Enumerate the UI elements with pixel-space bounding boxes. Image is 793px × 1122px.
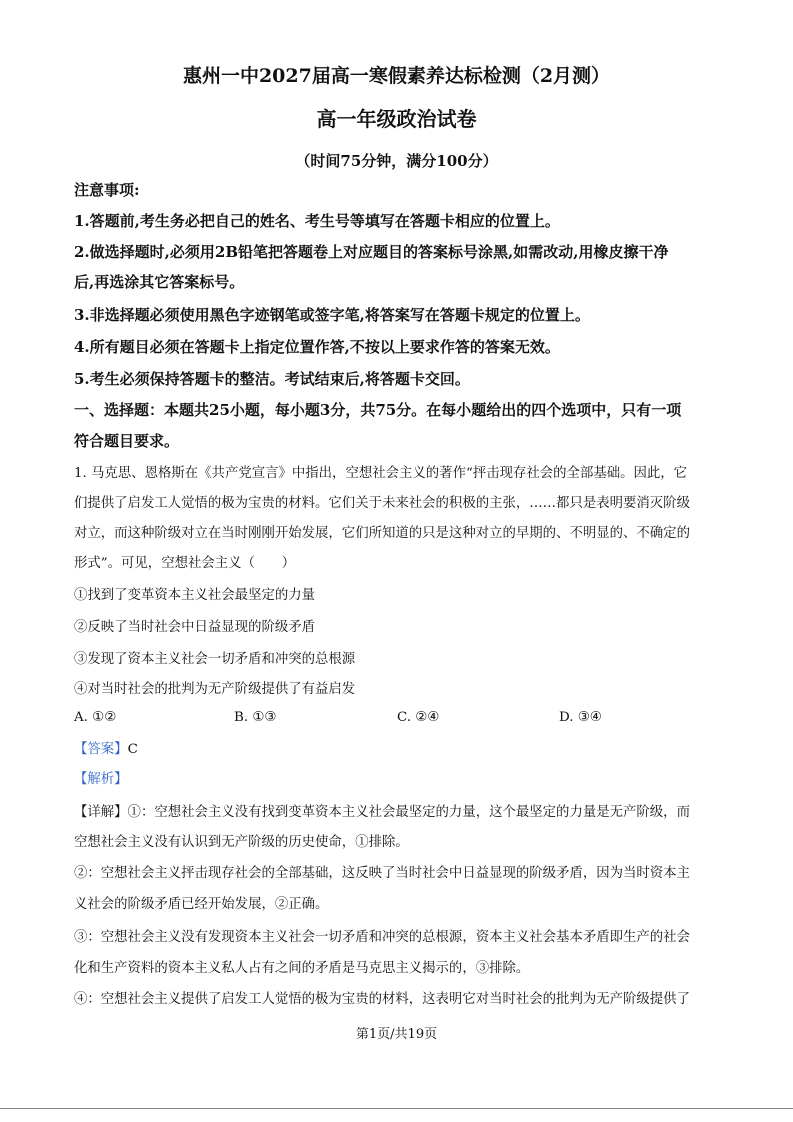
notice-item: 2.做选择题时,必须用2B铅笔把答题卷上对应题目的答案标号涂黑,如需改动,用橡皮擦干净 xyxy=(74,243,669,261)
question-stem: 形式”。可见，空想社会主义（ ） xyxy=(74,556,296,571)
answer-line xyxy=(74,740,734,760)
statement: ②反映了当时社会中日益显现的阶级矛盾 xyxy=(74,620,316,635)
exam-subtitle: 高一年级政治试卷 xyxy=(316,107,477,131)
answer-value: C xyxy=(127,742,138,757)
question-stem: 1. 马克思、恩格斯在《共产党宣言》中指出，空想社会主义的著作“抨击现存社会的全部基础。因此，它 xyxy=(74,466,688,481)
answer-options xyxy=(74,708,734,728)
notice-item: 1.答题前,考生务必把自己的姓名、考生号等填写在答题卡相应的位置上。 xyxy=(74,212,560,230)
detail-line: 化和生产资料的资本主义私人占有之间的矛盾是马克思主义揭示的，③排除。 xyxy=(74,961,530,976)
option-a: A. ①② xyxy=(74,710,117,725)
option-d: D. ③④ xyxy=(559,710,602,725)
notice-item: 后,再选涂其它答案标号。 xyxy=(74,273,245,291)
answer-label: 【答案】 xyxy=(74,742,128,757)
statement: ③发现了资本主义社会一切矛盾和冲突的总根源 xyxy=(74,652,356,667)
detail-line: 义社会的阶级矛盾已经开始发展，②正确。 xyxy=(74,897,329,912)
notice-heading: 注意事项: xyxy=(74,181,140,199)
analysis-label: 【解析】 xyxy=(74,772,128,787)
time-note: （时间75分钟，满分100分） xyxy=(295,152,498,170)
question-stem: 对立，而这种阶级对立在当时刚刚开始发展，它们所知道的只是这种对立的早期的、不明显的、不确定的 xyxy=(74,526,690,541)
section-heading-cont: 符合题目要求。 xyxy=(74,432,180,450)
option-c: C. ②④ xyxy=(397,710,440,725)
notice-item: 3.非选择题必须使用黑色字迹钢笔或签字笔,将答案写在答题卡规定的位置上。 xyxy=(74,306,590,324)
detail-line: 【详解】①：空想社会主义没有找到变革资本主义社会最坚定的力量，这个最坚定的力量是无产阶级，而 xyxy=(74,805,690,820)
option-b: B. ①③ xyxy=(234,710,277,725)
detail-line: ③：空想社会主义没有发现资本主义社会一切矛盾和冲突的总根源，资本主义社会基本矛盾即生产的社会 xyxy=(74,930,690,945)
section-heading: 一、选择题：本题共25小题，每小题3分，共75分。在每小题给出的四个选项中，只有一项 xyxy=(74,401,682,419)
notice-item: 4.所有题目必须在答题卡上指定位置作答,不按以上要求作答的答案无效。 xyxy=(74,338,560,356)
question-stem: 们提供了启发工人觉悟的极为宝贵的材料。它们关于未来社会的积极的主张，……都只是表明要消灭阶级 xyxy=(74,496,690,511)
statement: ①找到了变革资本主义社会最坚定的力量 xyxy=(74,588,316,603)
bottom-divider xyxy=(0,1108,793,1109)
page-number: 第1页/共19页 xyxy=(355,1027,438,1042)
statement: ④对当时社会的批判为无产阶级提供了有益启发 xyxy=(74,682,356,697)
detail-line: 空想社会主义没有认识到无产阶级的历史使命，①排除。 xyxy=(74,835,409,850)
notice-item: 5.考生必须保持答题卡的整洁。考试结束后,将答题卡交回。 xyxy=(74,370,470,388)
detail-line: ②：空想社会主义抨击现存社会的全部基础，这反映了当时社会中日益显现的阶级矛盾，因为当时资本主 xyxy=(74,866,690,881)
detail-line: ④：空想社会主义提供了启发工人觉悟的极为宝贵的材料，这表明它对当时社会的批判为无产阶级提供了 xyxy=(74,992,690,1007)
exam-title: 惠州一中2027届高一寒假素养达标检测（2月测） xyxy=(182,65,611,87)
